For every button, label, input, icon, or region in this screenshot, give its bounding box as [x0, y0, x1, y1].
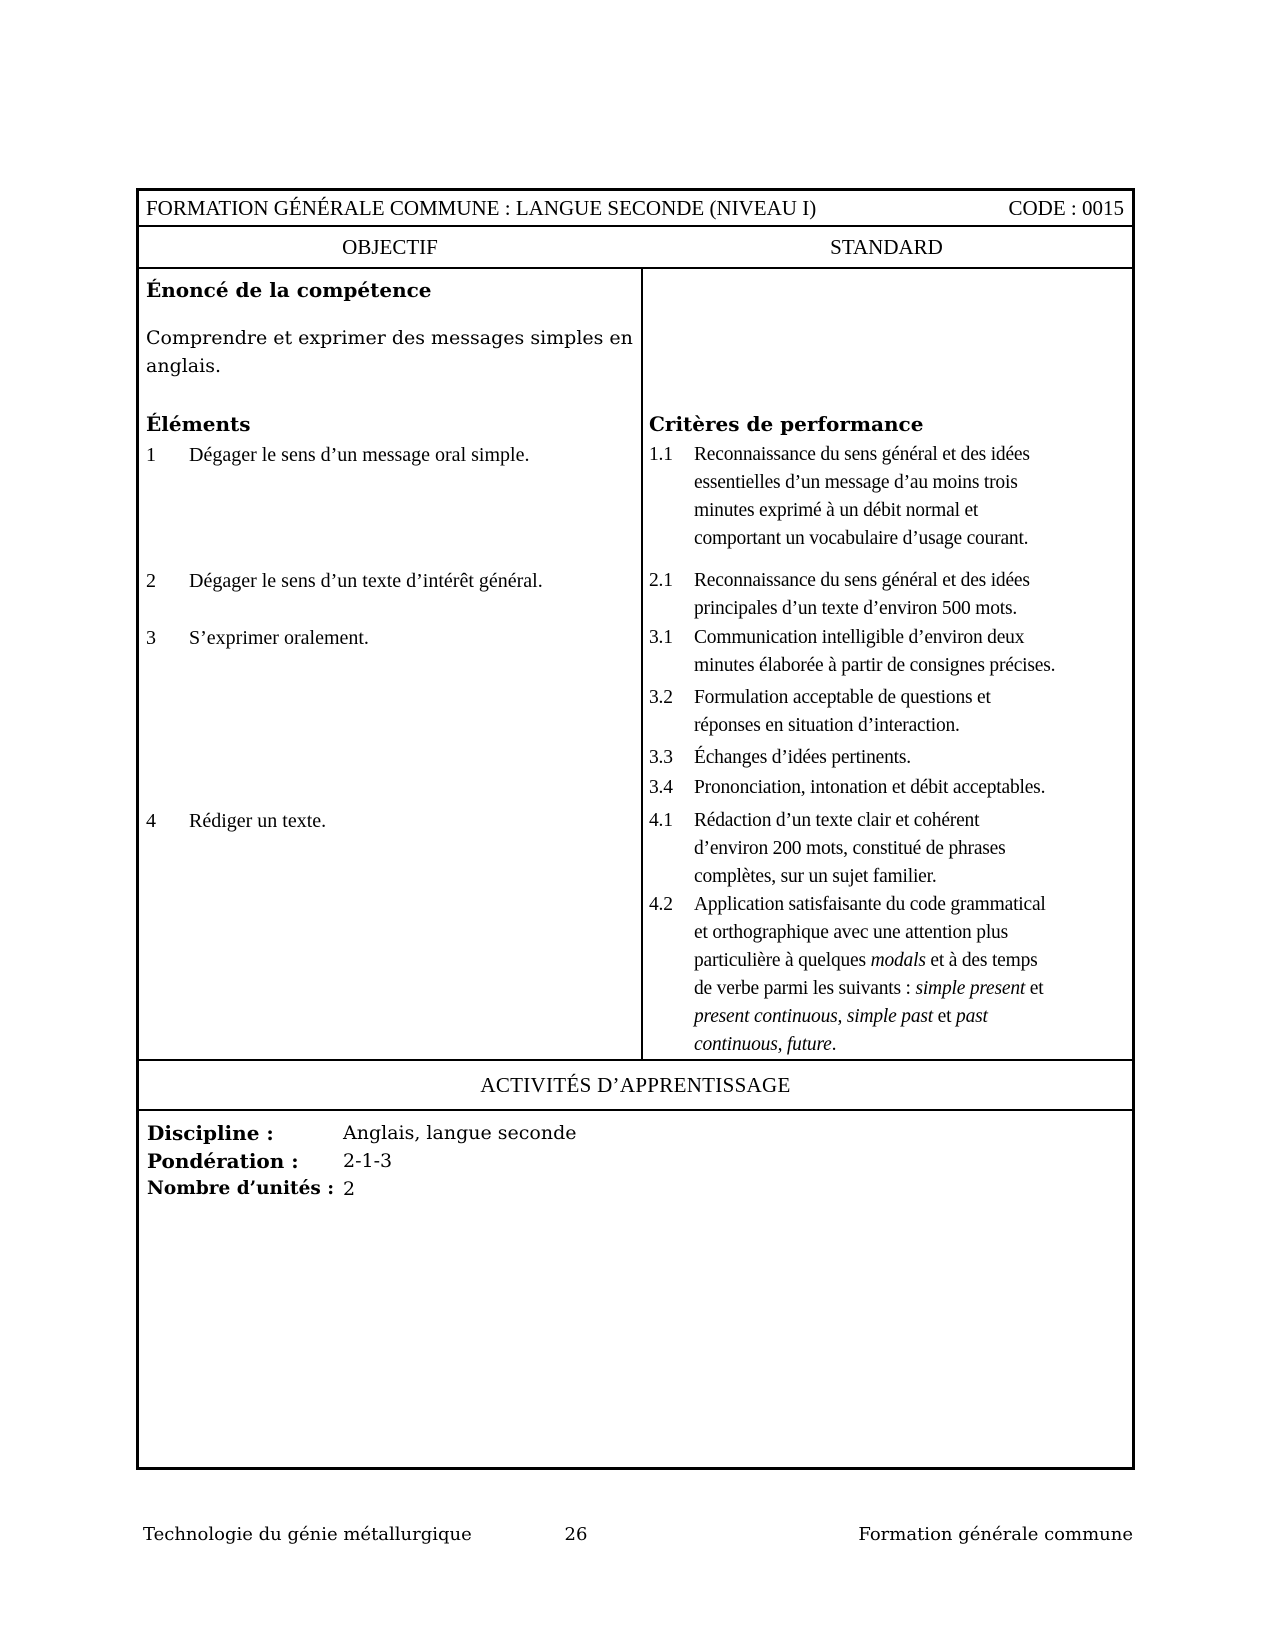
critere-item	[643, 807, 1132, 891]
element-text: Dégager le sens d’un message oral simple.	[189, 444, 530, 466]
criteres-heading: Critères de performance	[649, 412, 924, 436]
enonce-heading: Énoncé de la compétence	[146, 278, 432, 302]
page-footer	[136, 1524, 1135, 1554]
critere-line: de verbe parmi les suivants : simple present et	[694, 978, 1044, 999]
activites-heading: ACTIVITÉS D’APPRENTISSAGE	[480, 1072, 791, 1097]
enonce-text-line: anglais.	[146, 355, 221, 377]
column-header-row	[139, 225, 1132, 267]
critere-text	[694, 624, 1128, 680]
critere-number: 3.3	[649, 747, 673, 768]
critere-number: 2.1	[649, 570, 673, 591]
element-item	[139, 624, 641, 652]
critere-text	[694, 891, 1128, 1059]
critere-line: Formulation acceptable de questions et	[694, 687, 991, 708]
critere-number: 1.1	[649, 444, 673, 465]
discipline-line	[147, 1119, 1132, 1147]
element-text: S’exprimer oralement.	[189, 627, 369, 649]
objectif-column	[139, 269, 641, 1059]
element-item	[139, 567, 641, 595]
critere-line: particulière à quelques modals et à des temps	[694, 950, 1038, 971]
critere-line: Application satisfaisante du code grammatical	[694, 894, 1046, 915]
critere-item	[643, 684, 1132, 740]
table-title-row	[139, 191, 1132, 225]
critere-line: Reconnaissance du sens général et des idées	[694, 570, 1030, 591]
activites-details	[139, 1109, 1132, 1459]
critere-number: 4.2	[649, 894, 673, 915]
critere-number: 4.1	[649, 810, 673, 831]
critere-line: present continuous, simple past et past	[694, 1006, 988, 1027]
critere-line: et orthographique avec une attention plus	[694, 922, 1008, 943]
critere-line: comportant un vocabulaire d’usage courant.	[694, 528, 1029, 549]
element-number: 1	[146, 444, 156, 466]
critere-item	[643, 624, 1132, 680]
ponderation-value: 2-1-3	[343, 1150, 393, 1172]
critere-text	[694, 567, 1128, 623]
critere-text	[694, 684, 1128, 740]
unites-line	[147, 1175, 1132, 1203]
ponderation-label: Pondération :	[147, 1149, 299, 1173]
critere-line: minutes élaborée à partir de consignes précises.	[694, 655, 1056, 676]
element-item	[139, 441, 641, 469]
critere-line: complètes, sur un sujet familier.	[694, 866, 937, 887]
unites-value: 2	[343, 1178, 356, 1200]
critere-line: Échanges d’idées pertinents.	[694, 747, 911, 768]
discipline-value: Anglais, langue seconde	[343, 1122, 577, 1144]
critere-item	[643, 441, 1132, 553]
ponderation-line	[147, 1147, 1132, 1175]
element-number: 4	[146, 810, 156, 832]
footer-page-number: 26	[564, 1524, 588, 1545]
element-text: Rédiger un texte.	[189, 810, 327, 832]
element-text: Dégager le sens d’un texte d’intérêt général.	[189, 570, 543, 592]
critere-line: minutes exprimé à un débit normal et	[694, 500, 979, 521]
critere-number: 3.4	[649, 777, 673, 798]
critere-line: principales d’un texte d’environ 500 mots.	[694, 598, 1018, 619]
column-header-objectif: OBJECTIF	[342, 234, 438, 259]
critere-text	[694, 441, 1128, 553]
column-header-standard: STANDARD	[830, 234, 943, 259]
unites-label: Nombre d’unités :	[147, 1178, 335, 1199]
critere-text	[694, 807, 1128, 891]
critere-line: Communication intelligible d’environ deux	[694, 627, 1025, 648]
discipline-label: Discipline :	[147, 1121, 274, 1145]
activites-heading-row	[139, 1059, 1132, 1109]
element-item	[139, 807, 641, 835]
critere-line: d’environ 200 mots, constitué de phrases	[694, 838, 1006, 859]
program-code: CODE : 0015	[1008, 195, 1124, 220]
critere-item	[643, 774, 1132, 802]
program-table	[136, 188, 1135, 1470]
critere-line: Rédaction d’un texte clair et cohérent	[694, 810, 980, 831]
footer-section-name: Formation générale commune	[858, 1524, 1133, 1545]
critere-text	[694, 774, 1128, 802]
critere-item	[643, 567, 1132, 623]
content-row	[139, 267, 1132, 1059]
enonce-text-line: Comprendre et exprimer des messages simples en	[146, 327, 633, 349]
critere-line: Prononciation, intonation et débit acceptables.	[694, 777, 1046, 798]
element-number: 3	[146, 627, 156, 649]
critere-line: Reconnaissance du sens général et des idées	[694, 444, 1030, 465]
element-number: 2	[146, 570, 156, 592]
critere-number: 3.1	[649, 627, 673, 648]
critere-number: 3.2	[649, 687, 673, 708]
critere-line: continuous, future.	[694, 1034, 837, 1055]
elements-heading: Éléments	[146, 412, 251, 436]
critere-text	[694, 744, 1128, 772]
enonce-text	[139, 324, 641, 380]
critere-line: essentielles d’un message d’au moins trois	[694, 472, 1018, 493]
standard-column	[641, 269, 1132, 1059]
critere-item	[643, 744, 1132, 772]
critere-item	[643, 891, 1132, 1059]
program-title: FORMATION GÉNÉRALE COMMUNE : LANGUE SECONDE (NIVEAU I)	[146, 195, 817, 220]
critere-line: réponses en situation d’interaction.	[694, 715, 960, 736]
footer-program-name: Technologie du génie métallurgique	[143, 1524, 472, 1545]
